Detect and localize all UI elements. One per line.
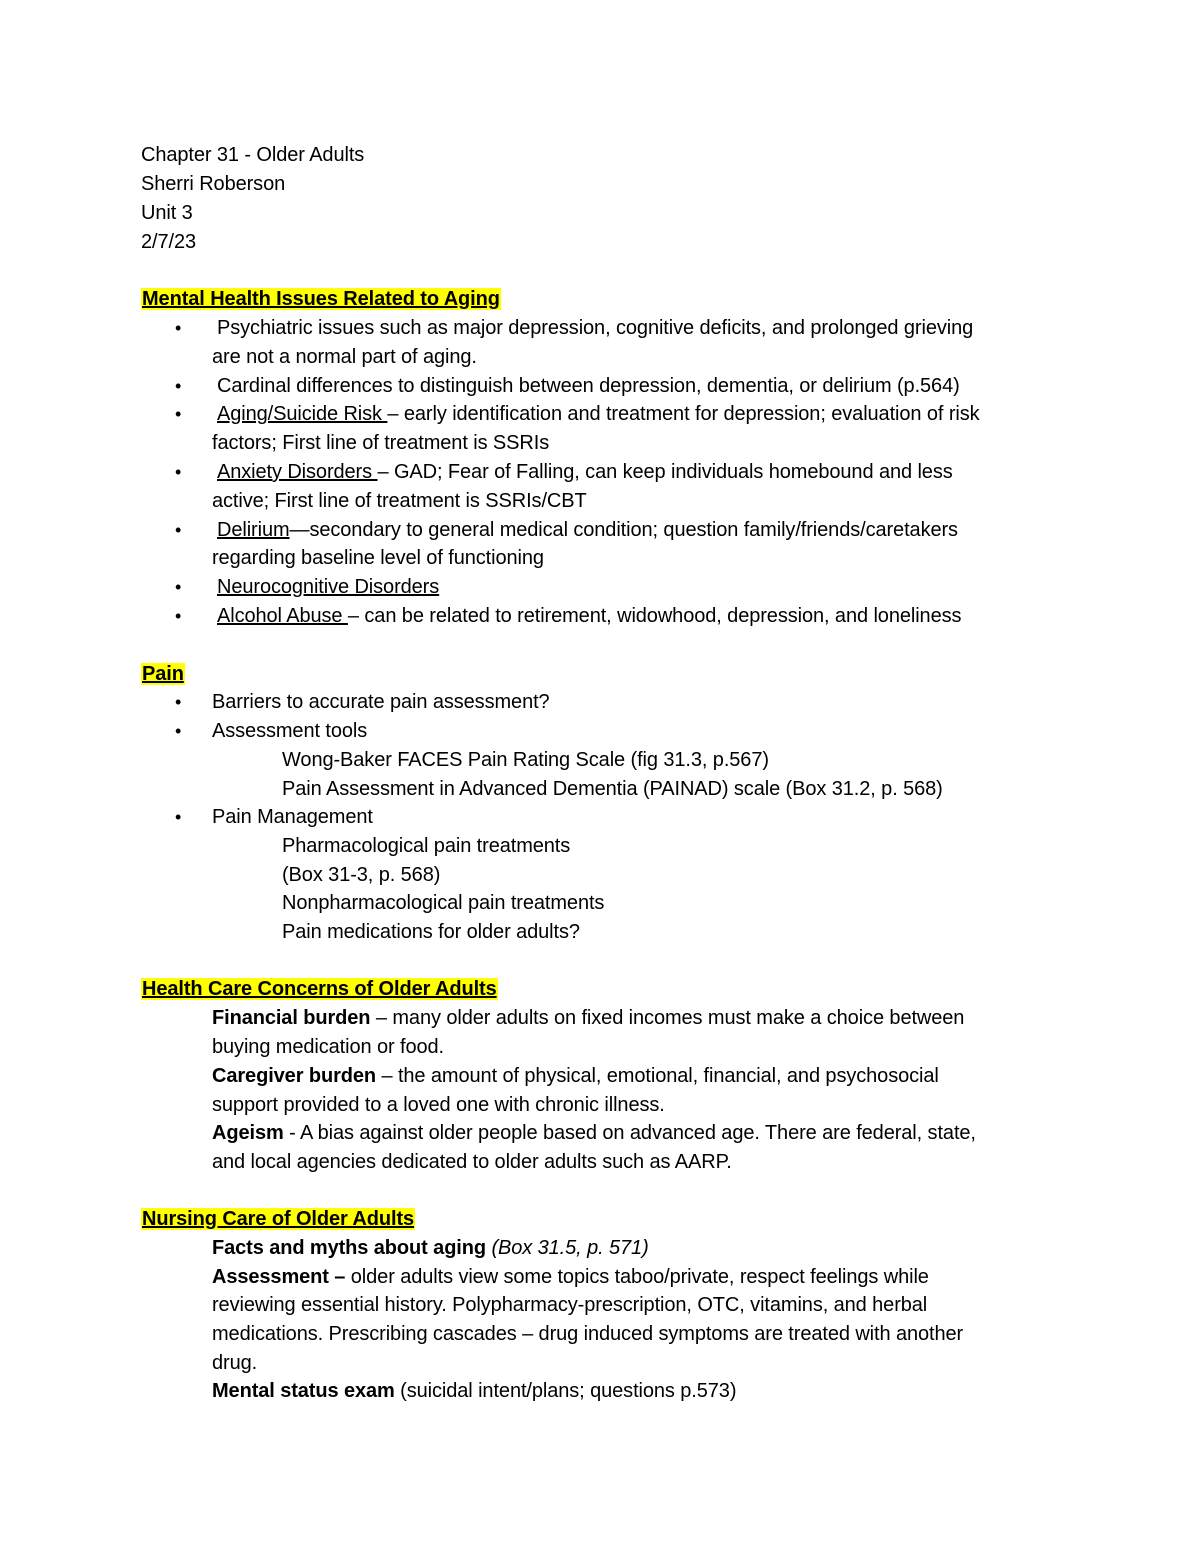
sub-list-item: Nonpharmacological pain treatments xyxy=(282,892,605,914)
term-description: – can be related to retirement, widowhood, depression, and loneliness xyxy=(347,605,962,627)
health-care-heading xyxy=(141,975,498,1004)
concern-item xyxy=(212,1119,976,1148)
sub-list-item: Pain Assessment in Advanced Dementia (PAINAD) scale (Box 31.2, p. 568) xyxy=(282,778,943,800)
bullet-icon: • xyxy=(175,721,182,741)
sub-list-item: Pain medications for older adults? xyxy=(282,921,580,943)
list-item: Pain Management xyxy=(212,806,373,828)
list-item xyxy=(217,573,439,602)
bullet-icon: • xyxy=(175,462,182,482)
sub-list-item: Wong-Baker FACES Pain Rating Scale (fig 31.3, p.567) xyxy=(282,749,769,771)
term-delirium: Delirium xyxy=(217,519,290,541)
section-heading-mental-health: Mental Health Issues Related to Aging xyxy=(142,288,500,310)
bullet-icon: • xyxy=(175,807,182,827)
sub-list-item: (Box 31-3, p. 568) xyxy=(282,864,441,886)
term-facts-myths: Facts and myths about aging xyxy=(212,1237,486,1259)
nursing-continuation: drug. xyxy=(212,1352,258,1374)
term-description: —secondary to general medical condition; question family/friends/caretakers xyxy=(289,519,958,541)
bullet-icon: • xyxy=(175,318,182,338)
concern-continuation: and local agencies dedicated to older adults such as AARP. xyxy=(212,1151,732,1173)
section-heading-nursing-care: Nursing Care of Older Adults xyxy=(142,1208,415,1230)
list-item-continuation: factors; First line of treatment is SSRIs xyxy=(212,432,550,454)
list-item xyxy=(217,458,953,487)
mental-health-heading xyxy=(141,285,501,314)
term-ageism: Ageism xyxy=(212,1122,284,1144)
sub-list-item: Pharmacological pain treatments xyxy=(282,835,571,857)
nursing-continuation: reviewing essential history. Polypharmacy-prescription, OTC, vitamins, and herbal xyxy=(212,1294,928,1316)
term-caregiver-burden: Caregiver burden xyxy=(212,1065,377,1087)
list-item: Psychiatric issues such as major depression, cognitive deficits, and prolonged grieving xyxy=(217,317,974,339)
term-neurocognitive-disorders: Neurocognitive Disorders xyxy=(217,576,440,598)
author-name: Sherri Roberson xyxy=(141,173,286,195)
concern-continuation: buying medication or food. xyxy=(212,1036,444,1058)
list-item-continuation: active; First line of treatment is SSRIs/CBT xyxy=(212,490,587,512)
term-description: – GAD; Fear of Falling, can keep individuals homebound and less xyxy=(377,461,953,483)
term-alcohol-abuse: Alcohol Abuse xyxy=(217,605,348,627)
concern-item xyxy=(212,1062,939,1091)
term-description: - A bias against older people based on advanced age. There are federal, state, xyxy=(283,1122,976,1144)
list-item xyxy=(217,400,980,429)
facts-reference: (Box 31.5, p. 571) xyxy=(486,1237,649,1259)
bullet-icon: • xyxy=(175,606,182,626)
list-item-continuation: are not a normal part of aging. xyxy=(212,346,477,368)
list-item: Barriers to accurate pain assessment? xyxy=(212,691,550,713)
term-anxiety-disorders: Anxiety Disorders xyxy=(217,461,378,483)
unit-label: Unit 3 xyxy=(141,202,193,224)
nursing-item xyxy=(212,1377,736,1406)
term-financial-burden: Financial burden xyxy=(212,1007,371,1029)
bullet-icon: • xyxy=(175,404,182,424)
term-aging-suicide-risk: Aging/Suicide Risk xyxy=(217,403,388,425)
list-item-continuation: regarding baseline level of functioning xyxy=(212,547,544,569)
concern-continuation: support provided to a loved one with chronic illness. xyxy=(212,1094,665,1116)
list-item: Cardinal differences to distinguish between depression, dementia, or delirium (p.564) xyxy=(217,375,960,397)
concern-item xyxy=(212,1004,964,1033)
section-heading-pain: Pain xyxy=(142,663,184,685)
term-description: – early identification and treatment for depression; evaluation of risk xyxy=(387,403,980,425)
bullet-icon: • xyxy=(175,520,182,540)
term-mental-status-exam: Mental status exam xyxy=(212,1380,395,1402)
date-label: 2/7/23 xyxy=(141,231,197,253)
list-item xyxy=(217,602,961,631)
nursing-item xyxy=(212,1263,929,1292)
bullet-icon: • xyxy=(175,692,182,712)
document-title: Chapter 31 - Older Adults xyxy=(141,144,365,166)
pain-heading xyxy=(141,660,185,689)
term-description: – the amount of physical, emotional, financial, and psychosocial xyxy=(376,1065,939,1087)
list-item: Assessment tools xyxy=(212,720,368,742)
term-description: older adults view some topics taboo/private, respect feelings while xyxy=(345,1266,929,1288)
bullet-icon: • xyxy=(175,376,182,396)
term-description: – many older adults on fixed incomes must make a choice between xyxy=(370,1007,965,1029)
nursing-care-heading xyxy=(141,1205,415,1234)
section-heading-health-care: Health Care Concerns of Older Adults xyxy=(142,978,497,1000)
term-assessment: Assessment – xyxy=(212,1266,346,1288)
nursing-continuation: medications. Prescribing cascades – drug induced symptoms are treated with another xyxy=(212,1323,964,1345)
nursing-item xyxy=(212,1234,649,1263)
bullet-icon: • xyxy=(175,577,182,597)
list-item xyxy=(217,516,958,545)
term-description: (suicidal intent/plans; questions p.573) xyxy=(394,1380,737,1402)
